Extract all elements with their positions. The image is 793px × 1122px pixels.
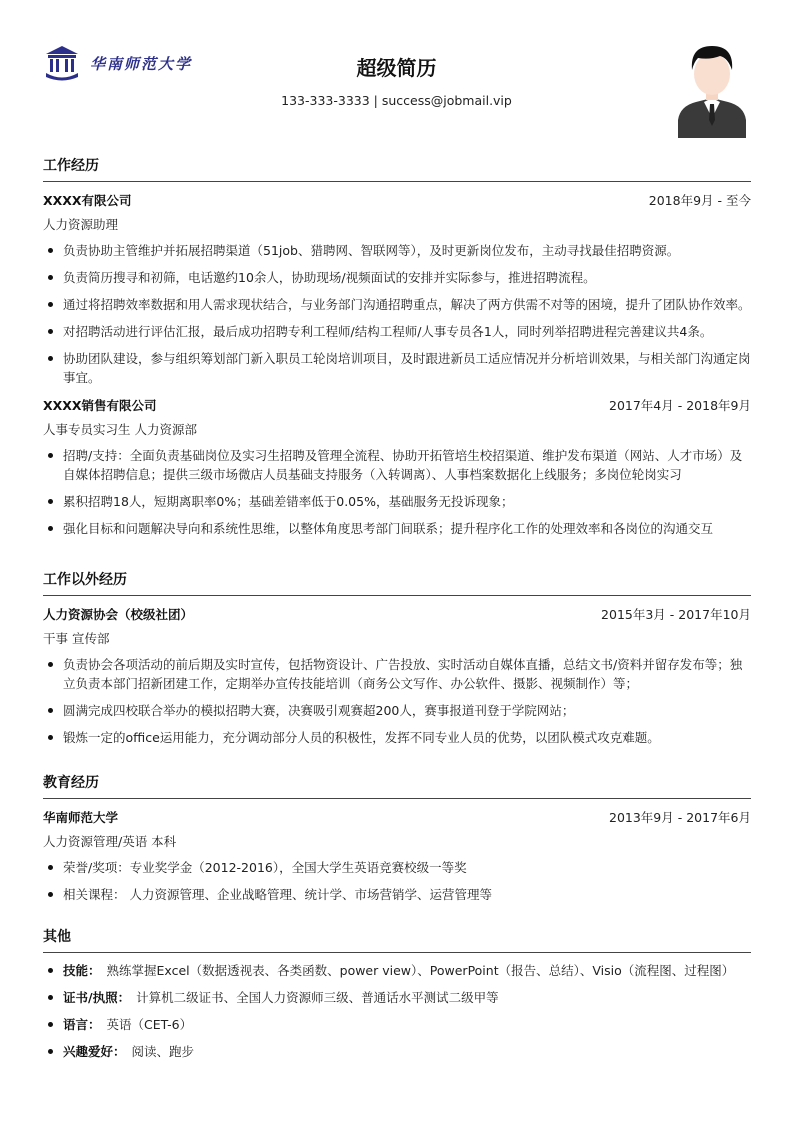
entry-date: 2018年9月 - 至今 — [648, 193, 751, 208]
entry-role: 人事专员实习生 人力资源部 — [43, 422, 197, 437]
work-entry — [43, 396, 751, 538]
resume-name: 超级简历 — [356, 56, 437, 80]
bullet-item: 荣誉/奖项：专业奖学金（2012-2016），全国大学生英语竞赛校级一等奖 — [43, 858, 751, 877]
item-value: 计算机二级证书、全国人力资源师三级、普通话水平测试二级甲等 — [136, 990, 499, 1005]
resume-header — [0, 52, 793, 108]
item-key: 语言： — [63, 1017, 101, 1032]
other-item-certificates — [43, 988, 751, 1007]
education-entry — [43, 808, 751, 904]
other-item-hobbies — [43, 1042, 751, 1061]
other-section — [43, 926, 751, 1061]
extra-entry — [43, 605, 751, 747]
bullet-item: 累积招聘18人，短期离职率0%；基础差错率低于0.05%，基础服务无投诉现象； — [43, 492, 751, 511]
entry-org: 华南师范大学 — [43, 810, 119, 825]
bullet-item: 负责简历搜寻和初筛，电话邀约10余人，协助现场/视频面试的安排并实际参与，推进招聘流程。 — [43, 268, 751, 287]
item-value: 熟练掌握Excel（数据透视表、各类函数、power view）、PowerPoint（报告、总结）、Visio（流程图、过程图） — [106, 963, 735, 978]
other-item-skills — [43, 961, 751, 980]
bullet-item: 协助团队建设，参与组织筹划部门新入职员工轮岗培训项目，及时跟进新员工适应情况并分析培训效果，与相关部门沟通定岗事宜。 — [43, 349, 751, 387]
entry-role: 干事 宣传部 — [43, 631, 110, 646]
entry-role: 人力资源管理/英语 本科 — [43, 834, 177, 849]
bullet-item: 对招聘活动进行评估汇报，最后成功招聘专利工程师/结构工程师/人事专员各1人，同时列举招聘进程完善建议共4条。 — [43, 322, 751, 341]
bullet-item: 负责协助主管维护并拓展招聘渠道（51job、猎聘网、智联网等），及时更新岗位发布，主动寻找最佳招聘资源。 — [43, 241, 751, 260]
extracurricular-section — [43, 569, 751, 747]
item-key: 兴趣爱好： — [63, 1044, 126, 1059]
entry-org: XXXX销售有限公司 — [43, 398, 157, 413]
section-title: 其他 — [43, 926, 751, 953]
other-item-language — [43, 1015, 751, 1034]
item-value: 阅读、跑步 — [131, 1044, 195, 1059]
entry-date: 2013年9月 - 2017年6月 — [609, 810, 751, 825]
bullet-item: 圆满完成四校联合举办的模拟招聘大赛，决赛吸引观赛超200人，赛事报道刊登于学院网站； — [43, 701, 751, 720]
profile-photo — [676, 40, 748, 138]
work-experience-section — [43, 155, 751, 538]
section-title: 工作经历 — [43, 155, 751, 182]
contact-info: 133-333-3333 | success@jobmail.vip — [281, 93, 512, 108]
section-title: 教育经历 — [43, 772, 751, 799]
item-key: 证书/执照： — [63, 990, 131, 1005]
entry-org: 人力资源协会（校级社团） — [43, 607, 194, 622]
item-key: 技能： — [63, 963, 101, 978]
entry-date: 2017年4月 - 2018年9月 — [609, 398, 751, 413]
bullet-item: 强化目标和问题解决导向和系统性思维，以整体角度思考部门间联系；提升程序化工作的处理效率和各岗位的沟通交互 — [43, 519, 751, 538]
bullet-item: 锻炼一定的office运用能力，充分调动部分人员的积极性，发挥不同专业人员的优势，以团队模式攻克难题。 — [43, 728, 751, 747]
work-entry — [43, 191, 751, 387]
education-section — [43, 772, 751, 904]
section-title: 工作以外经历 — [43, 569, 751, 596]
entry-role: 人力资源助理 — [43, 217, 119, 232]
bullet-item: 相关课程： 人力资源管理、企业战略管理、统计学、市场营销学、运营管理等 — [43, 885, 751, 904]
entry-date: 2015年3月 - 2017年10月 — [601, 607, 751, 622]
entry-org: XXXX有限公司 — [43, 193, 132, 208]
university-logo-text: 华南师范大学 — [90, 54, 193, 73]
item-value: 英语（CET-6） — [106, 1017, 193, 1032]
bullet-item: 招聘/支持：全面负责基础岗位及实习生招聘及管理全流程、协助开拓管培生校招渠道、维护发布渠道（网站、人才市场）及自媒体招聘信息；提供三级市场微店人员基础支持服务（入转调离）、人事档案数据化上线服务；多岗位轮岗实习 — [43, 446, 751, 484]
bullet-item: 通过将招聘效率数据和用人需求现状结合，与业务部门沟通招聘重点，解决了两方供需不对等的困境，提升了团队协作效率。 — [43, 295, 751, 314]
bullet-item: 负责协会各项活动的前后期及实时宣传，包括物资设计、广告投放、实时活动自媒体直播，总结文书/资料并留存发布等；独立负责本部门招新团建工作，定期举办宣传技能培训（商务公文写作、办公软件、摄影、视频制作）等； — [43, 655, 751, 693]
